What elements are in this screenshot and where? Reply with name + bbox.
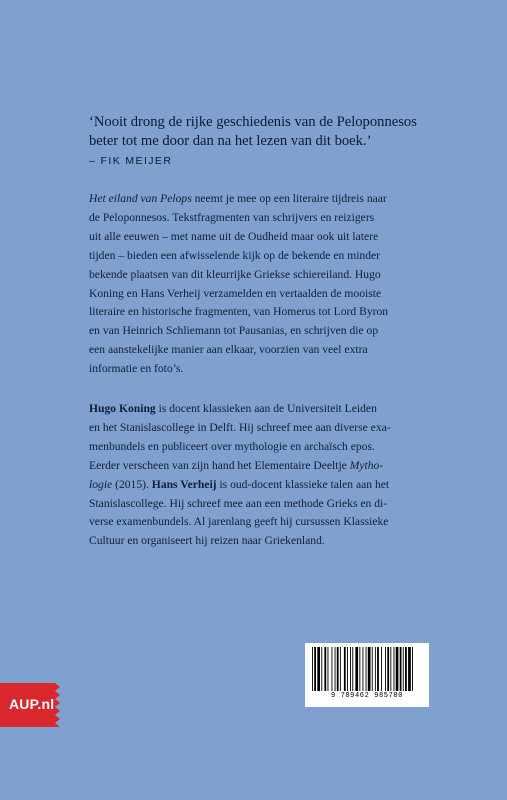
barcode-bar: [381, 647, 382, 691]
barcode-bar: [328, 647, 329, 691]
description-line: bekende plaatsen van dit kleurrijke Griekse schiereiland. Hugo: [89, 267, 381, 281]
barcode-bar: [400, 647, 402, 691]
barcode-bar: [405, 647, 407, 691]
barcode-bar: [368, 647, 371, 691]
barcode-bar: [390, 647, 391, 691]
barcode-bar: [312, 647, 313, 691]
author-bios: [89, 400, 467, 551]
author-name: Hans Verheij: [151, 477, 217, 491]
bio-line: Cultuur en organiseert hij reizen naar Griekenland.: [89, 534, 325, 548]
barcode-bar: [344, 647, 346, 691]
bio-line: Hugo Koning is docent klassieken aan de Universiteit Leiden: [89, 402, 377, 415]
bio-line: en het Stanislascollege in Delft. Hij schreef mee aan diverse exa-: [89, 420, 391, 434]
barcode-bars: [310, 647, 424, 691]
barcode-bar: [403, 647, 404, 691]
barcode-bar: [396, 647, 399, 691]
barcode-bar: [363, 647, 364, 691]
isbn-barcode: [305, 643, 429, 707]
bio-line: menbundels en publiceert over mythologie en archaïsch epos.: [89, 439, 375, 453]
barcode-bar: [350, 647, 351, 691]
barcode-bar: [340, 647, 341, 691]
barcode-bar: [335, 647, 336, 691]
barcode-bar: [337, 647, 339, 691]
description-line: Koning en Hans Verheij verzamelden en vertaalden de mooiste: [89, 286, 382, 300]
description-line: literaire en historische fragmenten, van Homerus tot Lord Byron: [89, 305, 389, 319]
barcode-bar: [385, 647, 386, 691]
review-quote: [89, 113, 469, 151]
barcode-bar: [332, 647, 333, 691]
book-description: [89, 190, 467, 379]
barcode-bar: [347, 647, 348, 691]
barcode-bar: [352, 647, 353, 691]
barcode-bar: [408, 647, 411, 691]
barcode-bar: [394, 647, 395, 691]
barcode-bar: [387, 647, 389, 691]
barcode-bar: [359, 647, 360, 691]
description-line: uit alle eeuwen – met name uit de Oudheid maar ook uit latere: [89, 229, 379, 243]
barcode-bar: [355, 647, 358, 691]
barcode-bar: [324, 647, 326, 691]
description-line: Het eiland van Pelops neemt je mee op een literaire tijdreis naar: [89, 192, 387, 205]
description-line: tijden – bieden een afwisselende kijk op de bekende en minder: [89, 248, 381, 262]
barcode-bar: [366, 647, 367, 691]
barcode-bar: [314, 647, 316, 691]
book-title: Het eiland van Pelops: [89, 192, 192, 205]
publisher-logo[interactable]: AUP.nl: [9, 696, 55, 712]
barcode-bar: [412, 647, 413, 691]
barcode-bar: [317, 647, 320, 691]
description-line: en van Heinrich Schliemann tot Pausanias, en schrijven die op: [89, 324, 379, 338]
barcode-bar: [377, 647, 379, 691]
bio-line: Stanislascollege. Hij schreef mee aan een methode Grieks en di-: [89, 496, 388, 510]
description-line: een aanstekelijke manier aan elkaar, voorzien van veel extra: [89, 343, 368, 357]
quote-line: beter tot me door dan na het lezen van dit boek.’: [89, 133, 372, 149]
isbn-digits: 9 789462 985780: [330, 692, 403, 700]
barcode-bar: [375, 647, 376, 691]
description-line: de Peloponnesos. Tekstfragmenten van schrijvers en reizigers: [89, 210, 375, 224]
bio-line: verse examenbundels. Al jarenlang geeft hij cursussen Klassieke: [89, 515, 389, 529]
bio-line: Eerder verscheen van zijn hand het Elementaire Deeltje Mytho-: [89, 458, 384, 472]
author-name: Hugo Koning: [89, 402, 156, 415]
bio-line: logie (2015). Hans Verheij is oud-docent klassieke talen aan het: [89, 477, 390, 491]
quote-attribution: – FIK MEIJER: [89, 155, 173, 167]
description-line: informatie en foto’s.: [89, 362, 184, 376]
quote-line: ‘Nooit drong de rijke geschiedenis van de Peloponnesos: [89, 114, 417, 130]
barcode-bar: [321, 647, 322, 691]
barcode-bar: [372, 647, 373, 691]
